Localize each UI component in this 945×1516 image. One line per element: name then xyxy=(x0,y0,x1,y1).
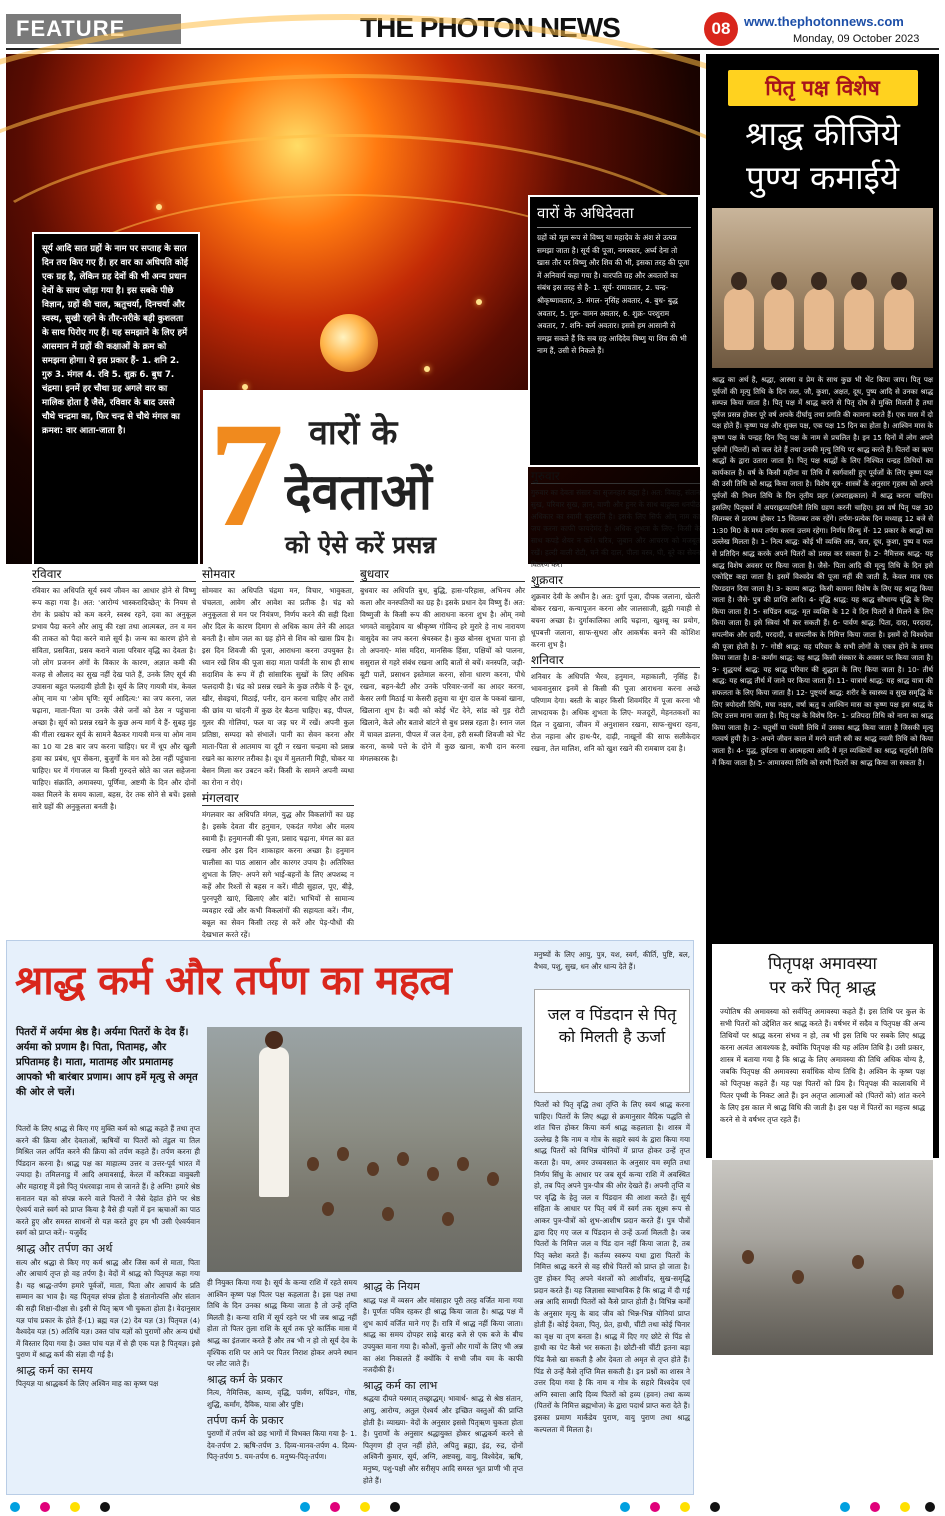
person-figure xyxy=(307,1157,319,1171)
registration-dot xyxy=(40,1502,50,1512)
column-text: नित्य, नैमित्तिक, काम्य, वृद्धि, पार्वण, सपिंडन, गोष्ठ, शुद्धि, कर्मांग, दैविक, यात्रा और पुष्टि। xyxy=(207,1388,357,1409)
person-figure xyxy=(892,1285,904,1299)
registration-dot xyxy=(900,1502,910,1512)
person-figure xyxy=(367,1162,379,1176)
person-figure xyxy=(397,1152,409,1166)
registration-dot xyxy=(620,1502,630,1512)
registration-dot xyxy=(925,1502,935,1512)
column-heading: श्राद्ध और तर्पण का अर्थ xyxy=(16,1241,113,1255)
priest-figure xyxy=(764,288,794,350)
adhidevta-text: ग्रहों को मूल रूप से विष्णु या महादेव के अंश से उत्पन्न समझा जाता है। सूर्य की पूजा, नमस्कार, अर्घ्य देना तो खास तौर पर विष्णु और शिव की भी, इसका तरह की पूजा में अनिवार्य कहा गया है। वारपति ग्रह और अवतारों का संबंध इस तरह से है- 1. सूर्य- रामावतार, 2. चन्द्र- श्रीकृष्णावतार, 3. मंगल- नृसिंह अवतार, 4. बुध- बुद्ध अवतार, 5. गुरु- वामन अवतार, 6. शुक्र- परशुराम अवतार, 7. शनि- कर्म अवतार। इससे हम आसानी से समझ सकते हैं कि सब ग्रह आदिदेव विष्णु या शिव की भी नाम हैं, उसी से निकले हैं। xyxy=(537,233,690,356)
column-text: गुरुवार का देवता संसार का सृजनहार ब्रह्मा है। अत: विवाह, संतान सुख, परिवार सुख, ज्ञान, वाणी और हुनर के साथ बाहुबल धनपीठ अधिकार का स्वामी बृहस्पति है। इसके लिए सिर्फ ओम् नाम का जप करना काफी फायदेमंद है। अधिक शुभता के लिए- किसी के साथ कपड़े शेयर न करें। चरित्र, जुबान और आचरण को मजबूत रखें। हल्दी वाली रोटी, चने की दाल, पीला वस्त्र, घी, बूरे का सेवन वितरण करें। xyxy=(531,488,700,569)
registration-dot xyxy=(840,1502,850,1512)
planet-icon xyxy=(476,299,482,305)
column-text: सोमवार का अधिपति चंद्रमा मन, विचार, भावुकता, चंचलता, आवेग और आवेश का प्रतीक है। चंद्र को अनुकूलता से मन पर नियंत्रण, निर्णय करने की सही दिशा और दिल के कारण दिमाग से अधिक काम लेने की आदत बनती है। सोम जल का ग्रह होने से शिव को खास प्रिय है। इस दिन शिवजी की पूजा, आराधना करना उपयुक्त है। ध्यान रखें शिव की पूजा सदा माता पार्वती के साथ ही साथ सदाशिव के रूप में ही सांसारिक सुखों के लिए अधिक फलदायी है। चंद्र को प्रसन्न रखने के कुछ तरीके ये हैं- दूध, खीर, सेवइयां, मिठाई, पनीर, दान करना चाहिए और तारों की छांव या चांदनी में कुछ देर बैठना चाहिए। बड़, पीपल, गूलर की गोलियां, फल या जड़ घर में रखें। अपनी कुल प्रतिष्ठा, सम्पदा को संभालें। पानी का सेवन करना और माता-पिता से आतमाय या दूरी न रखना चन्द्रमा को प्रसन्न रखने का कारगर तरीका है। दूध में मुलतानी मिट्टी, चोकर या बेसन मिला कर उबटन करें। किसी के सामने अपनी व्यथा का रोना न रोएं। xyxy=(202,586,354,787)
sidebar-body: श्राद्ध का अर्थ है, श्रद्धा, आस्था व प्रेम के साथ कुछ भी भेंट किया जाय। पितृ पक्ष पूर्वजों की मृत्यु तिथि के दिन जल, जौ, कुशा, अक्षत, दूध, पुष्प आदि से उनका श्राद्ध सम्पन्न किया जाता है। पितृ पक्ष में श्राद्ध करने से पितृ दोष से मुक्ति मिलती है तथा पूर्वज प्रसन्न होकर पूरे वर्ष अपके दीर्घायु तथा प्रगति की कामना करते हैं। एक मास में दो पक्ष होते हैं। कृष्ण पक्ष और शुक्ल पक्ष, एक पक्ष 15 दिन का होता है। आश्विन मास के कृष्ण पक्ष के पन्द्रह दिन पितृ पक्ष के नाम से प्रचलित है। इन 15 दिनों में लोग अपने पूर्वजों (पितरों) को जल देते हैं तथा उनकी मृत्यु तिथि पर श्राद्ध करते हैं। पितरों का ऋण श्राद्धों के द्वारा उतारा जाता है। पितृ पक्ष श्राद्धों के लिए निश्चित पन्द्रह तिथियों का कार्यकाल है। वर्ष के किसी महीना या तिथि में स्वर्गवासी हुए पूर्वजों के लिए कृष्ण पक्ष की उसी तिथि को श्राद्ध किया जाता है। विशेष सूत्र- शास्त्रों के अनुसार गृहस्थ को अपने पूर्वजों की निधन तिथि के दिन तृतीय प्रहर (अपराह्नकाल) में श्राद्ध करना चाहिए। इसलिए पितृकर्म में अपराह्नव्यापिनी तिथि ग्रहण करनी चाहिए। इस वर्ष पितृ पक्ष 30 सितम्बर से प्रारम्भ होकर 15 सितम्बर तक रहेंगे। तर्पण-प्रत्येक दिन मध्याह्न 12 बजे से 1:30 मि0 के मध्य तर्पण करना उत्तम रहेगा। निर्णय सिन्धु में- 12 प्रकार के श्राद्धों का उल्लेख मिलता है। 1- नित्य श्राद्ध: कोई भी व्यक्ति अन्न, जल, दूध, कुशा, पुष्प व फल से प्रतिदिन श्राद्ध करके अपने पितरों को प्रसन्न कर सकता है। 2- नैमित्तक श्राद्ध- यह श्राद्ध विशेष अवसर पर किया जाता है। जैसे- पिता आदि की मृत्यु तिथि के दिन इसे एकोद्दिष्ट कहा जाता है। इसमें विश्वदेव की पूजा नहीं की जाती है, केवल मात्र एक पिण्डदान दिया जाता है। 3- काम्य श्राद्ध: किसी कामना विशेष के लिए यह श्राद्ध किया जाता है। जैसे- पुत्र की प्राप्ति आदि। 4- वृद्धि श्राद्ध: यह श्राद्ध सौभाग्य वृद्धि के लिए किया जाता है। 5- सपिंडन श्राद्ध- मृत व्यक्ति के 12 वे दिन पितरों से मिलने के लिए किया जाता है। इसे स्त्रियां भी कर सकती हैं। 6- पार्वण श्राद्ध: पिता, दादा, परदादा, सपत्नीक और दादी, परदादी, व सपत्नीक के निमित्त किया जाता है। इसमें दो विश्वदेवा की पूजा होती है। 7- गोष्ठी श्राद्ध: यह परिवार के सभी लोगों के एकत्र होने के समय किया जाता है। 8- कर्मांग श्राद्ध: यह श्राद्ध किसी संस्कार के अवसर पर किया जाता है। 9- शुद्धयर्थ श्राद्ध: यह श्राद्ध परिवार की शुद्धता के लिए किया जाता है। 10- तीर्थ श्राद्ध: यह श्राद्ध तीर्थ में जाने पर किया जाता है। 11- यात्रार्थ श्राद्ध: यह श्राद्ध यात्रा की सफलता के लिए किया जाता है। 12- पुष्ट्यर्थ श्राद्ध: शरीर के स्वास्थ्य व सुख समृद्धि के लिए त्रयोदशी तिथि, मघा नक्षत्र, वर्षा ऋतु व आश्विन मास का कृष्ण पक्ष इस श्राद्ध के लिए उत्तम माना जाता है। पितृ पक्ष के विशेष दिन- 1- प्रतिपदा तिथि को नाना का श्राद्ध किया जाता है। 2- चतुर्थी या पंचमी तिथि में उसका श्राद्ध किया जाता है जिसकी मृत्यु गतवर्ष हुयी है। 3- अपने जीवन काल में मरने वाली स्त्री का श्राद्ध नवमी तिथि को किया जाता है। 4- युद्ध, दुर्घटना या आत्महत्या आदि में मृत व्यक्तियों का श्राद्ध चतुर्दशी तिथि में किया जाता है। 5- आमावस्या तिथि को सभी पितरों का श्राद्ध किया जा सकता है। xyxy=(712,375,933,767)
column-text: पितरों के लिए श्राद्ध से किए गए मुक्ति कर्म को श्राद्ध कहते हैं तथा तृप्त करने की क्रिया और देवताओं, ऋषियों या पितरों को तंडुल या तिल मिश्रित जल अर्पित करने की क्रिया को तर्पण कहते हैं। तर्पण करना ही पिंडदान करना है। श्राद्ध पक्ष का माहात्म्य उत्तर व उत्तर-पूर्व भारत में ज्यादा है। तमिलनाडु में आदि अमावसाई, केरल में करिकडा वावुबली और महाराष्ट्र में इसे पितृ पंधरवाड़ा नाम से जानते हैं। हे अग्नि! हमारे श्रेष्ठ सनातन यज्ञ को संपन्न करने वाले पितरों ने जैसे देहांत होने पर श्रेष्ठ ऐश्वर्य वाले स्वर्ग को प्राप्त किया है वैसे ही यज्ञों में इन ऋचाओं का पाठ करते हुए और समस्त साधनों से यज्ञ करते हुए हम भी उसी ऐश्वर्यवान स्वर्ग को प्राप्त करें।- यजुर्वेद xyxy=(16,1124,200,1238)
ghat-photo xyxy=(712,1160,933,1355)
column-heading: सोमवार xyxy=(202,568,354,582)
column-text: पितृयज्ञ या श्राद्धकर्म के लिए अश्विन माह का कृष्ण पक्ष xyxy=(16,1379,159,1389)
column-text: सत्य और श्रद्धा से किए गए कर्म श्राद्ध और जिस कर्म से माता, पिता और आचार्य तृप्त हो वह तर्पण है। वेदों में श्राद्ध को पितृयज्ञ कहा गया है। यह श्राद्ध-तर्पण हमारे पूर्वजों, माता, पिता और आचार्य के प्रति सम्मान का भाव है। यह पितृयज्ञ संपन्न होता है संतानोत्पत्ति और संतान की सही शिक्षा-दीक्षा से। इसी से पितृ ऋण भी चुकता होता है। वेदानुसार यज्ञ पांच प्रकार के होते हैं-(1) ब्रह्म यज्ञ (2) देव यज्ञ (3) पितृयज्ञ (4) वैश्वदेव यज्ञ (5) अतिथि यज्ञ। उक्त पांच यज्ञों को पुराणों और अन्य ग्रंथों में विस्तार दिया गया है। उक्त पांच यज्ञ में से ही एक यज्ञ है पितृयज्ञ। इसे पुराण में श्राद्ध कर्म की संज्ञा दी गई है। xyxy=(16,1257,200,1360)
top-right-text: मनुष्यों के लिए आयु, पुत्र, यश, स्वर्ग, कीर्ति, पुष्टि, बल, वैभव, पशु, सुख, धन और धान्य देते हैं। xyxy=(534,950,690,971)
person-figure xyxy=(457,1157,469,1171)
pitru-paksha-sidebar xyxy=(706,54,939,1158)
headline-line-2: देवताओं xyxy=(285,463,432,521)
shraddha-column-4 xyxy=(534,1099,690,1491)
registration-dot xyxy=(710,1502,720,1512)
shraddha-subhead: पितरों में अर्यमा श्रेष्ठ है। अर्यमा पितरों के देव हैं। अर्यमा को प्रणाम है। पिता, पितामह, और प्रपितामह है। माता, मातामह और प्रमातामह आपको भी बारंबार प्रणाम। आप हमें मृत्यु से अमृत की ओर ले चलें। xyxy=(16,1027,198,1098)
column-text: रविवार का अधिपति सूर्य स्वयं जीवन का आधार होने से विष्णु रूप कहा गया है। अत: 'आरोग्यं भास्करादिच्छेत्' के नियम से रोग के प्रकोप को कम करने, स्वस्थ रहने, दवा का अनुकूल प्रभाव पैदा करने और आयु की रक्षा तथा आत्मबल, तन व मन की ताकत को पैदा करने वाले सूर्य है। जन्म का कारण होने से संविता, प्रसविता, प्रसव कराने वाला परिवार वृद्धि का देवता है। जो लोग प्रजनन अंगों के विकार के कारण, अज्ञात कमी की वजह से औलाद का सुख नहीं देख पाते हैं, उनके लिए सूर्य की उपासना बहुत फलदायी होती है। सूर्य के लिए गायत्री मंत्र, केवल ओम् नाम या 'ओम घृणि: सूर्य आदित्य:' का जप करना, जल चढ़ाना, माता-पिता या उनके जैसे जनों को ठेस न पहुंचाना अच्छा है। सूर्य को प्रसन्न रखने के कुछ अन्य मार्ग ये हैं- सुबह मुंह की गीला रखकर सूर्य के सामने बैठकर गायत्री मन्त्र या ओम नाम का 10 या 28 बार जप करना चाहिए। घर में धूप और खुली हवा का प्रबंध, धूप सेंकना, बुजुर्गों के मन को ठेस नहीं पहुंचाना चाहिए। घर में गंगाजल या किसी गुरुदत्ते स्रोते का जल सहेजना चाहिए। संक्रांति, अमावस्या, पूर्णिमा, अष्टमी के दिन और दोनों वक्त मिलने के समय काला, बहस, देर तक सोने से बचें। इससे सारे ग्रहों की अनुकूलता बनती है। xyxy=(32,586,196,811)
person-figure xyxy=(852,1255,864,1269)
priest-figure xyxy=(844,288,874,350)
column-text: पितरों को पितृ वृद्धि तथा तृप्ति के लिए स्वयं श्राद्ध करना चाहिए। पितरों के लिए श्रद्धा से क्रमानुसार वैदिक पद्धति से शांत चित्त होकर किया कर्म श्राद्ध कहलाता है। शास्त्र में उल्लेख है कि नाम व गोत्र के सहारे स्वयं के द्वारा किया गया श्राद्ध पितरों को विभिन्न योनियों में प्राप्त होकर उन्हें तृप्त करता है। यम, अमर उच्चवसात के अनुसार यम स्मृति तथा निर्णय सिंधु के आधार पर जब सूर्य कन्या राशि में अवस्थित हो, तब पितृ अपने पुत्र-पौत्र की ओर देखते हैं। अपनी तृप्ति व पर वृद्धि के हेतु जल व पिंडदान की आशा करते हैं। सूर्य संहिता के आधार पर पितृ वर्ष में स्वर्ग तक सूक्ष्म रूप से आकर पुत्र-पौत्रों को शुभ-आशीष प्रदान करते हैं। पुत्र पौत्रों द्वारा दिए गए जल व पिंडदान से उन्हें ऊर्जा मिलती है। जब पितरों के निमित्त जल व पिंड दान नहीं किया जाता है, तब पितृ क्लेश करते हैं। कर्तव्य स्वरूप यथा द्वारा पितरों के निमित्त श्राद्ध करने से वह सीधे पितरों को प्राप्त हो जाता है। तुष्ट होकर पितृ अपने वंशजों को आशीर्वाद, सुख-समृद्धि प्रदान करते हैं। यह जिज्ञासा स्वाभाविक है कि श्राद्ध में दी गई अन्न आदि सामग्री पितरों को कैसे प्राप्त होती है। विभिन्न कर्मों के अनुसार मृत्यु के बाद जीव को भिन्न-भिन्न योनियां प्राप्त होती हैं। कोई देवता, पितृ, प्रेत, हाथी, चींटी तथा कोई चिनार का वृक्ष या तृण बनता है। श्राद्ध में दिए गए छोटे से पिंड से हाथी का पेट कैसे भर सकता है। छोटी-सी चींटी इतना बड़ा पिंड कैसे खा सकती है और देवता तो अमृत से तृप्त होते हैं। पिंड से उन्हें कैसे तृप्ति मिल सकती है। इन प्रश्नों का शास्त्र ने उत्तर दिया गया है कि नाम व गोत्र के सहारे विश्वदेव एवं अग्नि स्वात्ता आदि दिव्य पितरों को हव्य (हवन) तथा कव्य (पितरों के निमित्त ब्रह्मभोज) के द्वारा पदार्थ प्राप्त करा देते हैं। इसका प्रमाण मार्कंडेय पुराण, वायु पुराण तथा श्राद्ध कल्पलता में मिलता है। xyxy=(534,1100,690,1434)
sidebar-title xyxy=(712,112,933,200)
pind-daan-box xyxy=(534,989,690,1093)
adhidevta-title: वारों के अधिदेवता xyxy=(537,203,691,228)
column-text: शुक्रवार देवी के अधीन है। अत: दुर्गा पूजा, दीपक जलाना, खेतरी बोकर रखना, कन्यापूजन करना और जालसाजी, झूठी गवाही से बचना अच्छा है। दुर्गाकालिका आदि चढ़ाना, खुशबू का प्रयोग, धूपबत्ती जलाना, साफ-सुथरा और आकर्षक बनने की कोशिश करना शुभ है। xyxy=(531,592,700,649)
section-tag: FEATURE xyxy=(6,14,181,44)
column-text: पुराणों में तर्पण को छह भागों में विभक्त किया गया है- 1. देव-तर्पण 2. ऋषि-तर्पण 3. दिव्य-मानव-तर्पण 4. दिव्य-पितृ-तर्पण 5. यम-तर्पण 6. मनुष्य-पितृ-तर्पण। xyxy=(207,1429,357,1462)
column-heading: गुरुवार xyxy=(531,470,700,484)
column-heading: मंगलवार xyxy=(202,792,354,806)
headline-line-1: वारों के xyxy=(309,413,398,453)
site-url[interactable]: www.thephotonnews.com xyxy=(744,14,904,29)
priest-figure xyxy=(804,288,834,350)
registration-dot xyxy=(680,1502,690,1512)
amavasya-text: ज्योतिष की अमावस्या को सर्वपितृ अमावस्या कहते हैं। इस तिथि पर कुल के सभी पितरों को उद्देशित कर श्राद्ध करते हैं। वर्षभर में सदैव व पितृपक्ष की अन्य तिथियों पर श्राद्ध करना संभव न हो, तब भी इस तिथि पर सबके लिए श्राद्ध करना अत्यंत आवश्यक है, क्योंकि पितृपक्ष की यह अंतिम तिथि है। उसी प्रकार, शास्त्र में बताया गया है कि श्राद्ध के लिए अमावस्या की तिथि अधिक योग्य है, जबकि पितृपक्ष की अमावस्या सर्वाधिक योग्य तिथि है। अश्विन के कृष्ण पक्ष को पितृपक्ष कहते हैं। यह पक्ष पितरों को प्रिय है। पितृपक्ष की कालावधि में पितर पृथ्वी के निकट आते हैं। इन अतृप्त आत्माओं को (पितरों को) शांत करने के लिए इस काल में श्राद्ध विधि की जाती है। इस पक्ष में पितरों का महत्त्व श्राद्ध करने से वे वर्षभर तृप्त रहते हैं। xyxy=(720,1007,925,1124)
sidebar-title-line-1: श्राद्ध कीजिये xyxy=(745,114,900,153)
feature-headline xyxy=(203,390,528,565)
pind-daan-title xyxy=(535,1004,689,1048)
shraddha-title: श्राद्ध कर्म और तर्पण का महत्व xyxy=(15,958,452,1004)
column-text: ही नियुक्त किया गया है। सूर्य के कन्या राशि में रहते समय आश्विन कृष्ण पक्ष पितर पक्ष कहलाता है। इस पक्ष तथा तिथि के दिन उनका श्राद्ध किया जाता है तो उन्हें तृप्ति मिलती है। कन्या राशि में सूर्य रहने पर भी जब श्राद्ध नहीं होता तो पितर तुला राशि के सूर्य तक पूरे कार्तिक मास में श्राद्ध का इंतजार करते हैं और तब भी न हो तो सूर्य देव के वृश्चिक राशि पर आने पर पितर निराश होकर अपने स्थान पर लौट जाते हैं। xyxy=(207,1278,357,1369)
column-heading: बुधवार xyxy=(360,568,525,582)
priest-figure xyxy=(884,288,914,350)
person-figure xyxy=(337,1147,349,1161)
registration-dot xyxy=(650,1502,660,1512)
registration-dot xyxy=(300,1502,310,1512)
shraddha-section xyxy=(6,940,694,1495)
person-figure xyxy=(322,1202,334,1216)
person-figure xyxy=(742,1250,754,1264)
column-text: मंगलवार का अधिपति मंगल, युद्ध और विकलांगों का ग्रह है। इसके देवता वीर हनुमान, एकदंत गणेश और मलय स्वामी हैं। हनुमानजी की पूजा, प्रसाद चढ़ाना, मंगल का व्रत रखना और इस दिन शाकाहार करना अच्छा है। हनुमान चालीसा का पाठ आसान और कारगर उपाय है। अतिरिक्त शुभता के लिए- अपने सगे भाई-बहनों के लिए अपशब्द न कहें और रिश्तों से बहस न करें। मीठी सुहाल, पूए, बीड़े, पुरनपूरी खाएं, खिलाएं और बांटें। भाभियों से सामान्य व्यवहार रखें और कभी विकलांगों की सहायता करें। नीम, बबूल का सेवन किसी तरह से करें और पेड़-पौधों की देखभाल करते रहें। xyxy=(202,810,354,939)
registration-dot xyxy=(330,1502,340,1512)
column-text: श्रद्धया दीयते यस्मात् तच्छ्राद्धम्। भावार्थ- श्राद्ध से श्रेष्ठ संतान, आयु, आरोग्य, अतुल ऐश्वर्य और इच्छित वस्तुओं की प्राप्ति होती है। व्याख्या- वेदों के अनुसार इससे पितृऋण चुकता होता है। पुराणों के अनुसार श्रद्धायुक्त होकर श्राद्धकर्म करने से पितृगण ही तृप्त नहीं होते, अपितु ब्रह्मा, इंद्र, रुद्र, दोनों अश्विनी कुमार, सूर्य, अग्नि, अष्टवसु, वायु, विश्वेदेव, ऋषि, मनुष्य, पशु-पक्षी और सरीसृप आदि समस्त भूत प्राणी भी तृप्त होते हैं। xyxy=(363,1394,523,1485)
amavasya-title-line-2: पर करें पितृ श्राद्ध xyxy=(769,978,876,998)
adhidevta-box xyxy=(528,195,700,467)
page-number-badge: 08 xyxy=(704,12,738,46)
column-heading: शुक्रवार xyxy=(531,574,700,588)
registration-dot xyxy=(390,1502,400,1512)
person-figure xyxy=(382,1207,394,1221)
column-sunday xyxy=(32,568,196,934)
intro-text: सूर्य आदि सात ग्रहों के नाम पर सप्ताह के सात दिन तय किए गए हैं। हर वार का अधिपति कोई एक ग्रह है, लेकिन ग्रह देवों की भी अन्य प्रधान देवों के साथ जोड़ा गया है। इस सबके पीछे विज्ञान, ग्रहों की चाल, ऋतुचर्या, दिनचर्या और स्वस्थ, सुखी रहने के तौर-तरीके बड़ी कुशलता के साथ पिरोए गए हैं। यह समझाने के लिए हमें आसमान में ग्रहों की कक्षाओं के क्रम को समझना होगा। ये इस प्रकार हैं- 1. शनि 2. गुरु 3. मंगल 4. रवि 5. शुक्र 6. बुध 7. चंद्रमा। इनमें हर चौथा ग्रह अगले वार का मालिक होता है जैसे, रविवार के बाद उससे चौथे चन्द्रमा का, फिर चन्द्र से चौथे मंगल का क्रमश: वार आता-जाता है। xyxy=(42,244,188,436)
sun-icon xyxy=(320,314,378,372)
headline-number: 7 xyxy=(209,392,284,558)
column-heading: श्राद्ध कर्म का समय xyxy=(16,1363,93,1377)
column-heading: श्राद्ध कर्म का लाभ xyxy=(363,1378,438,1392)
person-figure xyxy=(792,1270,804,1284)
amavasya-title-line-1: पितृपक्ष अमावस्या xyxy=(768,954,877,974)
column-thursday xyxy=(531,470,700,934)
shraddha-column-3 xyxy=(363,1277,523,1491)
registration-dot xyxy=(360,1502,370,1512)
registration-dot xyxy=(870,1502,880,1512)
pind-daan-title-line-2: को मिलती है ऊर्जा xyxy=(558,1027,666,1046)
column-monday xyxy=(202,567,354,939)
planet-icon xyxy=(424,366,430,372)
shraddha-column-2 xyxy=(207,1277,357,1491)
registration-dot xyxy=(70,1502,80,1512)
priest-figure xyxy=(724,288,754,350)
ritual-photo xyxy=(712,208,933,368)
pind-daan-title-line-1: जल व पिंडदान से पितृ xyxy=(547,1005,677,1024)
priest-figure xyxy=(259,1047,289,1197)
registration-dot xyxy=(10,1502,20,1512)
issue-date: Monday, 09 October 2023 xyxy=(793,33,920,45)
tarpan-photo xyxy=(207,1027,522,1272)
column-text: शनिवार के अधिपति भैरव, हनुमान, महाकाली, नृसिंह हैं। भावनानुसार इनमें से किसी की पूजा आराधना करना अच्छे परिणाम देगा। बस्ती के बाहर किसी शिवमंदिर में पूजा करना भी लाभदायक है। अधिक शुभता के लिए- मजदूरों, मेहनतकशों का दिल न दुखाना, जीवन में अनुशासन रखना, साफ-सुथरा रहना, रोज नहाना और हाथ-पैर, दाढ़ी, नाखूनों की साफ सलीकेदार रखना, तेल मालिश, शनि को खुश रखने की रामबाण दवा है। xyxy=(531,672,700,753)
sidebar-title-line-2: पुण्य कमाईये xyxy=(745,158,900,197)
column-text: बुधवार का अधिपति बुध, बुद्धि, हास-परिहास, अभिनय और कला और वनस्पतियों का ग्रह है। इसके प्रधान देव विष्णु हैं। अत: विष्णुजी के किसी रूप की आराधना करना शुभ है। ओम् नमो भगवते वासुदेवाय या श्रीकृष्ण गोविन्द हरे मुरारे हे नाथ नारायण वासुदेव का जप करना श्रेयस्कर है। कुछ बोनस शुभता पाना हो तो अपनाएं- मांस मदिरा, मानसिक हिंसा, पक्षियों को पालना, ससुराल से गहरे संबंध रखना आदि बातों से बचें। वनस्पति, जड़ी-बूटी पालें, प्रसाधन इस्तेमाल करना, सोना धारण करना, पौधे रखना, बहन-बेटी और उनके परिवार-जनों का आदर करना, केसर लगी मिठाई या केसरी हलुवा या मूंग दाल के पकवां खाना, खिलाना शुभ है। बदी को कोई भेंट देने, सांड को गुड़ रोटी खिलाने, केले और बताशे बांटने से बुध प्रसन्न रहता है। स्नान जल में चावल डालना, पीपल में जल देना, हरी सब्जी शिवजी को भेंट करना, कच्चे पत्ते के दोने में कुछ खाना, कभी दान करना मंगलकारक है। xyxy=(360,586,525,763)
masthead: THE PHOTON NEWS xyxy=(360,12,620,43)
amavasya-title xyxy=(720,952,925,1000)
column-heading: श्राद्ध के नियम xyxy=(363,1280,420,1293)
shraddha-column-1 xyxy=(16,1123,200,1491)
person-figure xyxy=(427,1167,439,1181)
person-figure xyxy=(487,1172,499,1186)
print-color-bar xyxy=(0,1500,945,1516)
column-heading: श्राद्ध कर्म के प्रकार xyxy=(207,1372,283,1386)
column-text: श्राद्ध पक्ष में व्यसन और मांसाहार पूरी तरह वर्जित माना गया है। पूर्णतः पवित्र रहकर ही श्राद्ध किया जाता है। श्राद्ध पक्ष में शुभ कार्य वर्जित माने गए हैं। रात्रि में श्राद्ध नहीं किया जाता। श्राद्ध का समय दोपहर साढ़े बारह बजे से एक बजे के बीच उपयुक्त माना गया है। कौओं, कुत्तों और गायों के लिए भी अन्न का अंश निकालते हैं क्योंकि ये सभी जीव यम के काफी नजदीकी हैं। xyxy=(363,1295,523,1375)
registration-dot xyxy=(100,1502,110,1512)
person-figure xyxy=(442,1212,454,1226)
column-heading: रविवार xyxy=(32,568,196,582)
headline-line-3: को ऐसे करें प्रसन्न xyxy=(285,531,437,559)
column-wednesday xyxy=(360,568,525,934)
planet-icon xyxy=(156,204,162,210)
column-heading: शनिवार xyxy=(531,654,700,668)
sidebar-kicker: पितृ पक्ष विशेष xyxy=(728,70,918,106)
column-heading: तर्पण कर्म के प्रकार xyxy=(207,1413,284,1427)
intro-box xyxy=(32,232,200,566)
